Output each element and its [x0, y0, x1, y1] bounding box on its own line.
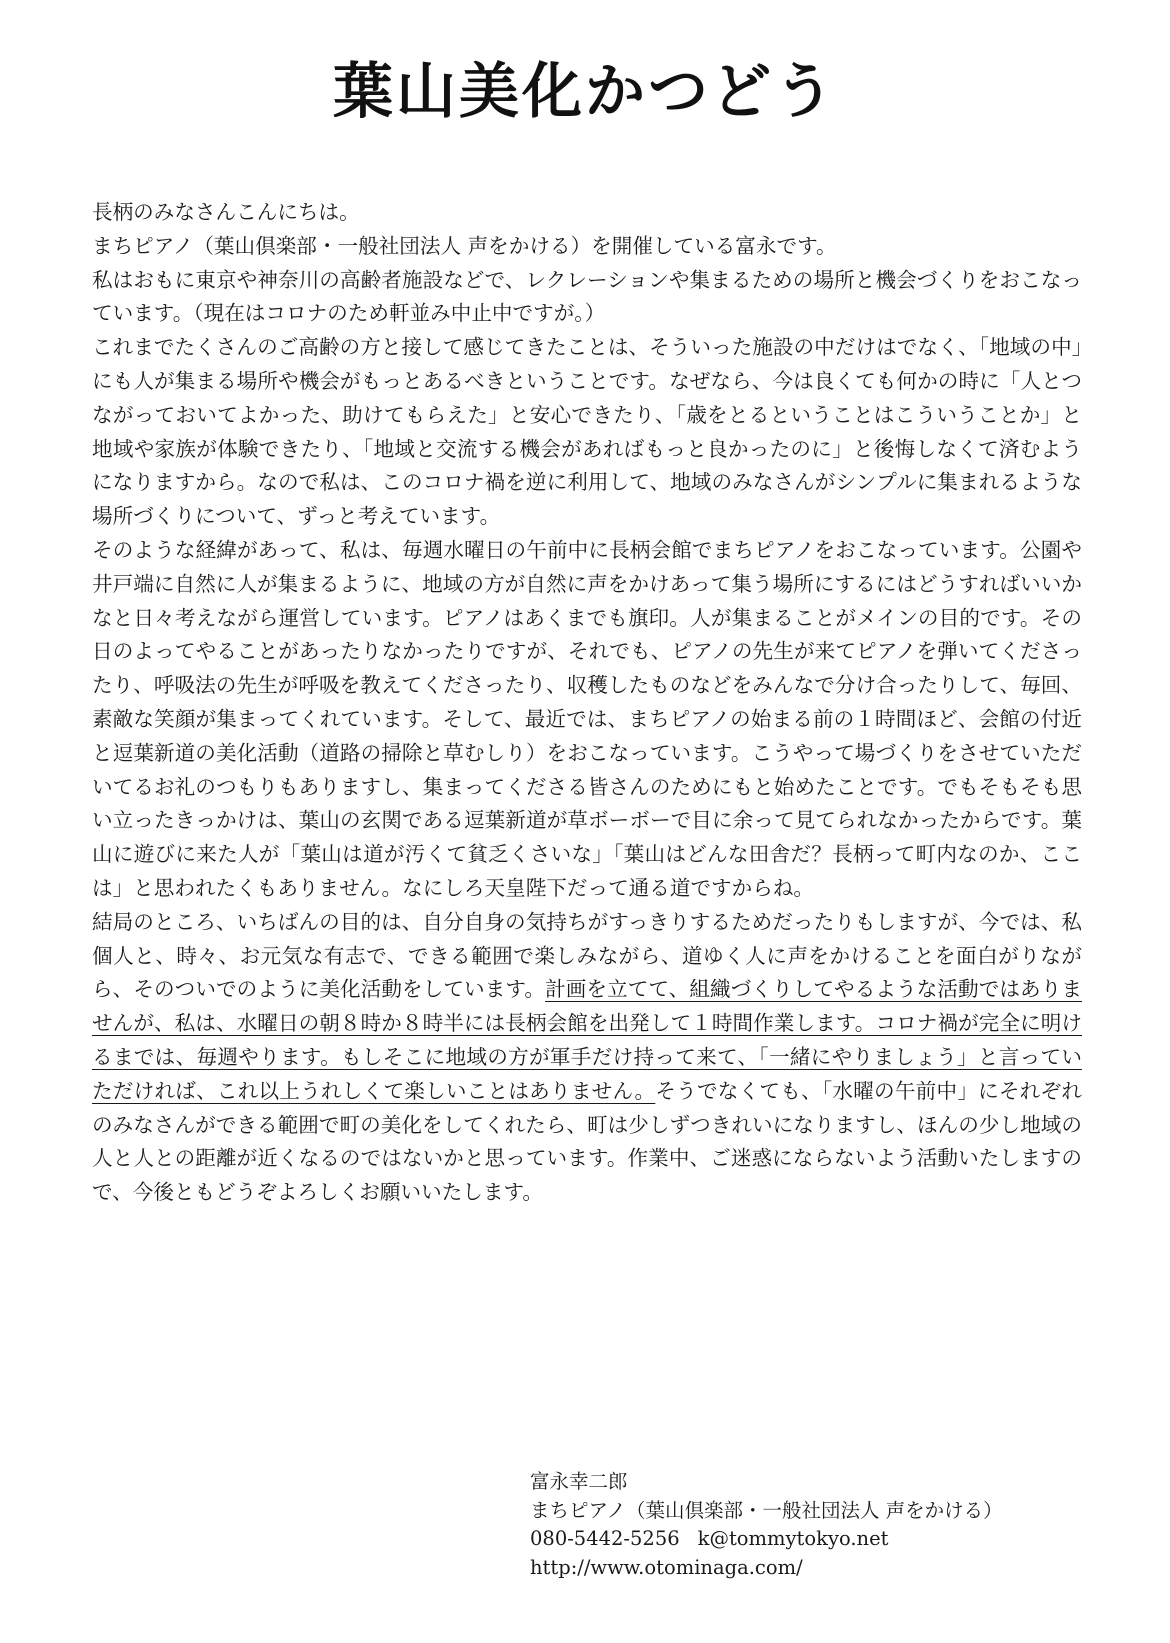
signature-email: k@tommytokyo.net: [697, 1527, 889, 1550]
paragraph-introduction: まちピアノ（葉山倶楽部・一般社団法人 声をかける）を開催している富永です。: [92, 233, 837, 258]
signature-website: http://www.otominaga.com/: [530, 1555, 803, 1579]
paragraph-activities: 私はおもに東京や神奈川の高齢者施設などで、レクレーションや集まるための場所と機会づくりをおこなっています。（現在はコロナのため軒並み中止中ですが。）: [92, 267, 1082, 326]
page-title: 葉山美化かつどう: [333, 57, 837, 127]
letter-body: [92, 196, 1082, 1210]
signature-organization: まちピアノ（葉山倶楽部・一般社団法人 声をかける）: [530, 1498, 1003, 1522]
signature-name: 富永幸二郎: [530, 1470, 628, 1493]
paragraph-machi-piano: そのような経緯があって、私は、毎週水曜日の午前中に長柄会館でまちピアノをおこなっています。公園や井戸端に自然に人が集まるように、地域の方が自然に声をかけあって集う場所にするにはどうすればいいかなと日々考えながら運営しています。ピアノはあくまでも旗印。人が集まることがメインの目的です。その日のよってやることがあったりなかったりですが、それでも、ピアノの先生が来てピアノを弾いてくださったり、呼吸法の先生が呼吸を教えてくださったり、収穫したものなどをみんなで分け合ったりして、毎回、素敵な笑顔が集まってくれています。そして、最近では、まちピアノの始まる前の１時間ほど、会館の付近と逗葉新道の美化活動（道路の掃除と草むしり）をおこなっています。こうやって場づくりをさせていただいてるお礼のつもりもありますし、集まってくださる皆さんのためにもと始めたことです。でもそもそも思い立ったきっかけは、葉山の玄関である逗葉新道が草ボーボーで目に余って見てられなかったからです。葉山に遊びに来た人が「葉山は道が汚くて貧乏くさいな」「葉山はどんな田舎だ？長柄って町内なのか、ここは」と思われたくもありません。なにしろ天皇陛下だって通る道ですからね。: [92, 537, 1082, 900]
paragraph-conclusion: [92, 906, 1082, 1210]
conclusion-text-after: そうでなくても、「水曜の午前中」にそれぞれのみなさんができる範囲で町の美化をしてくれたら、町は少しずつきれいになりますし、ほんの少し地域の人と人との距離が近くなるのではないかと思っています。作業中、ご迷惑にならないよう活動いたしますので、今後ともどうぞよろしくお願いいたします。: [92, 1078, 1083, 1205]
conclusion-underlined-text: 計画を立てて、組織づくりしてやるような活動ではありませんが、私は、水曜日の朝８時か８時半には長柄会館を出発して１時間作業します。コロナ禍が完全に明けるまでは、毎週やります。もしそこに地域の方が軍手だけ持って来て、「一緒にやりましょう」と言っていただければ、これ以上うれしくて楽しいことはありません。: [92, 977, 1082, 1103]
signature-phone: 080-5442-5256: [530, 1527, 680, 1550]
signature-contact: [530, 1525, 1130, 1554]
signature-block: [530, 1468, 1130, 1582]
conclusion-text-before: 結局のところ、いちばんの目的は、自分自身の気持ちがすっきりするためだったりもしますが、今では、私個人と、時々、お元気な有志で、できる範囲で楽しみながら、道ゆく人に声をかけることを面白がりながら、そのついでのように美化活動をしています。: [92, 909, 1082, 1002]
paragraph-motivation: これまでたくさんのご高齢の方と接して感じてきたことは、そういった施設の中だけはでなく、「地域の中」にも人が集まる場所や機会がもっとあるべきということです。なぜなら、今は良くても何かの時に「人とつながっておいてよかった、助けてもらえた」と安心できたり、「歳をとるということはこういうことか」と地域や家族が体験できたり、「地域と交流する機会があればもっと良かったのに」と後悔しなくて済むようになりますから。なので私は、このコロナ禍を逆に利用して、地域のみなさんがシンプルに集まれるような場所づくりについて、ずっと考えています。: [92, 335, 1082, 529]
paragraph-greeting: 長柄のみなさんこんにちは。: [92, 200, 360, 224]
